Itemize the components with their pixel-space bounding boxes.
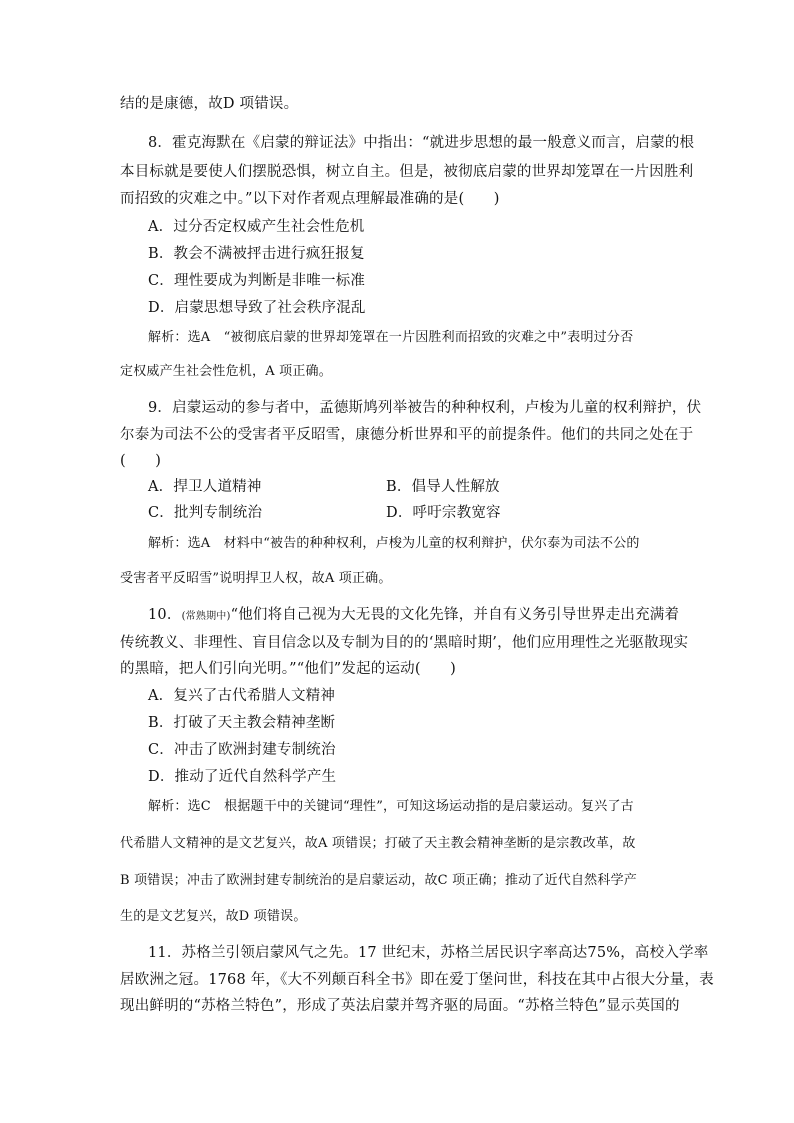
q8-stem-line-2: 本目标就是要使人们摆脱恐惧，树立自主。但是，被彻底启蒙的世界却笼罩在一片因胜利 — [120, 164, 694, 180]
q8-analysis-line-1: 解析：选A “被彻底启蒙的世界却笼罩在一片因胜利而招致的灾难之中”表明过分否 — [148, 330, 634, 345]
q10-option-c: C．冲击了欧洲封建专制统治 — [148, 742, 336, 758]
q10-analysis-line-4: 生的是文艺复兴，故D 项错误。 — [120, 909, 307, 924]
q9-options-row-1 — [148, 477, 648, 497]
q9-analysis-line-1: 解析：选A 材料中“被告的种种权利，卢梭为儿童的权利辩护，伏尔泰为司法不公的 — [148, 536, 640, 551]
q10-source-tag: (常熟期中) — [181, 611, 231, 622]
q9-option-b: B．倡导人性解放 — [386, 479, 500, 495]
q8-option-a: A．过分否定权威产生社会性危机 — [148, 219, 365, 235]
q10-analysis-line-1: 解析：选C 根据题干中的关键词“理性”，可知这场运动指的是启蒙运动。复兴了古 — [148, 799, 634, 814]
previous-answer-tail: 结的是康德，故D 项错误。 — [120, 96, 299, 112]
q9-stem-line-2: 尔泰为司法不公的受害者平反昭雪，康德分析世界和平的前提条件。他们的共同之处在于 — [120, 427, 694, 443]
q9-options-row-2 — [148, 503, 648, 523]
q11-stem-line-2: 居欧洲之冠。1768 年，《大不列颠百科全书》即在爱丁堡问世，科技在其中占很大分量，表 — [120, 972, 714, 988]
q10-analysis-line-2: 代希腊人文精神的是文艺复兴，故A 项错误；打破了天主教会精神垄断的是宗教改革，故 — [120, 836, 636, 851]
q10-number: 10． — [148, 607, 182, 623]
q8-option-c: C．理性要成为判断是非唯一标准 — [148, 273, 366, 289]
q10-stem-line-1 — [148, 605, 708, 627]
q9-option-a: A．捍卫人道精神 — [148, 479, 262, 495]
q9-option-d: D．呼吁宗教宽容 — [386, 505, 501, 521]
q9-analysis-line-2: 受害者平反昭雪”说明捍卫人权，故A 项正确。 — [120, 571, 392, 586]
q10-stem-text-1: “他们将自己视为大无畏的文化先锋，并自有义务引导世界走出充满着 — [230, 607, 680, 623]
q10-option-b: B．打破了天主教会精神垄断 — [148, 715, 336, 731]
q8-analysis-line-2: 定权威产生社会性危机，A 项正确。 — [120, 364, 332, 379]
q10-option-d: D．推动了近代自然科学产生 — [148, 769, 337, 785]
q9-stem-line-3: ( ) — [120, 453, 162, 469]
q9-option-c: C．批判专制统治 — [148, 505, 263, 521]
q8-stem-line-3: 而招致的灾难之中。”以下对作者观点理解最准确的是( ) — [120, 191, 500, 207]
q8-option-b: B．教会不满被抨击进行疯狂报复 — [148, 246, 365, 262]
q8-option-d: D．启蒙思想导致了社会秩序混乱 — [148, 300, 366, 316]
q10-stem-line-3: 的黑暗，把人们引向光明。”“他们”发起的运动( ) — [120, 661, 457, 677]
q11-stem-line-3: 现出鲜明的“苏格兰特色”，形成了英法启蒙并驾齐驱的局面。“苏格兰特色”显示英国的 — [120, 998, 680, 1014]
q8-stem-line-1: 8．霍克海默在《启蒙的辩证法》中指出：“就进步思想的最一般意义而言，启蒙的根 — [148, 135, 695, 151]
q10-analysis-line-3: B 项错误；冲击了欧洲封建专制统治的是启蒙运动，故C 项正确；推动了近代自然科学产 — [120, 873, 637, 888]
q9-stem-line-1: 9．启蒙运动的参与者中，孟德斯鸠列举被告的种种权利，卢梭为儿童的权利辩护，伏 — [148, 400, 702, 416]
q11-stem-line-1: 11．苏格兰引领启蒙风气之先。17 世纪末，苏格兰居民识字率高达75%，高校入学率 — [148, 945, 709, 961]
q10-option-a: A．复兴了古代希腊人文精神 — [148, 688, 336, 704]
q10-stem-line-2: 传统教义、非理性、盲目信念以及专制为目的的‘黑暗时期’，他们应用理性之光驱散现实 — [120, 635, 689, 651]
